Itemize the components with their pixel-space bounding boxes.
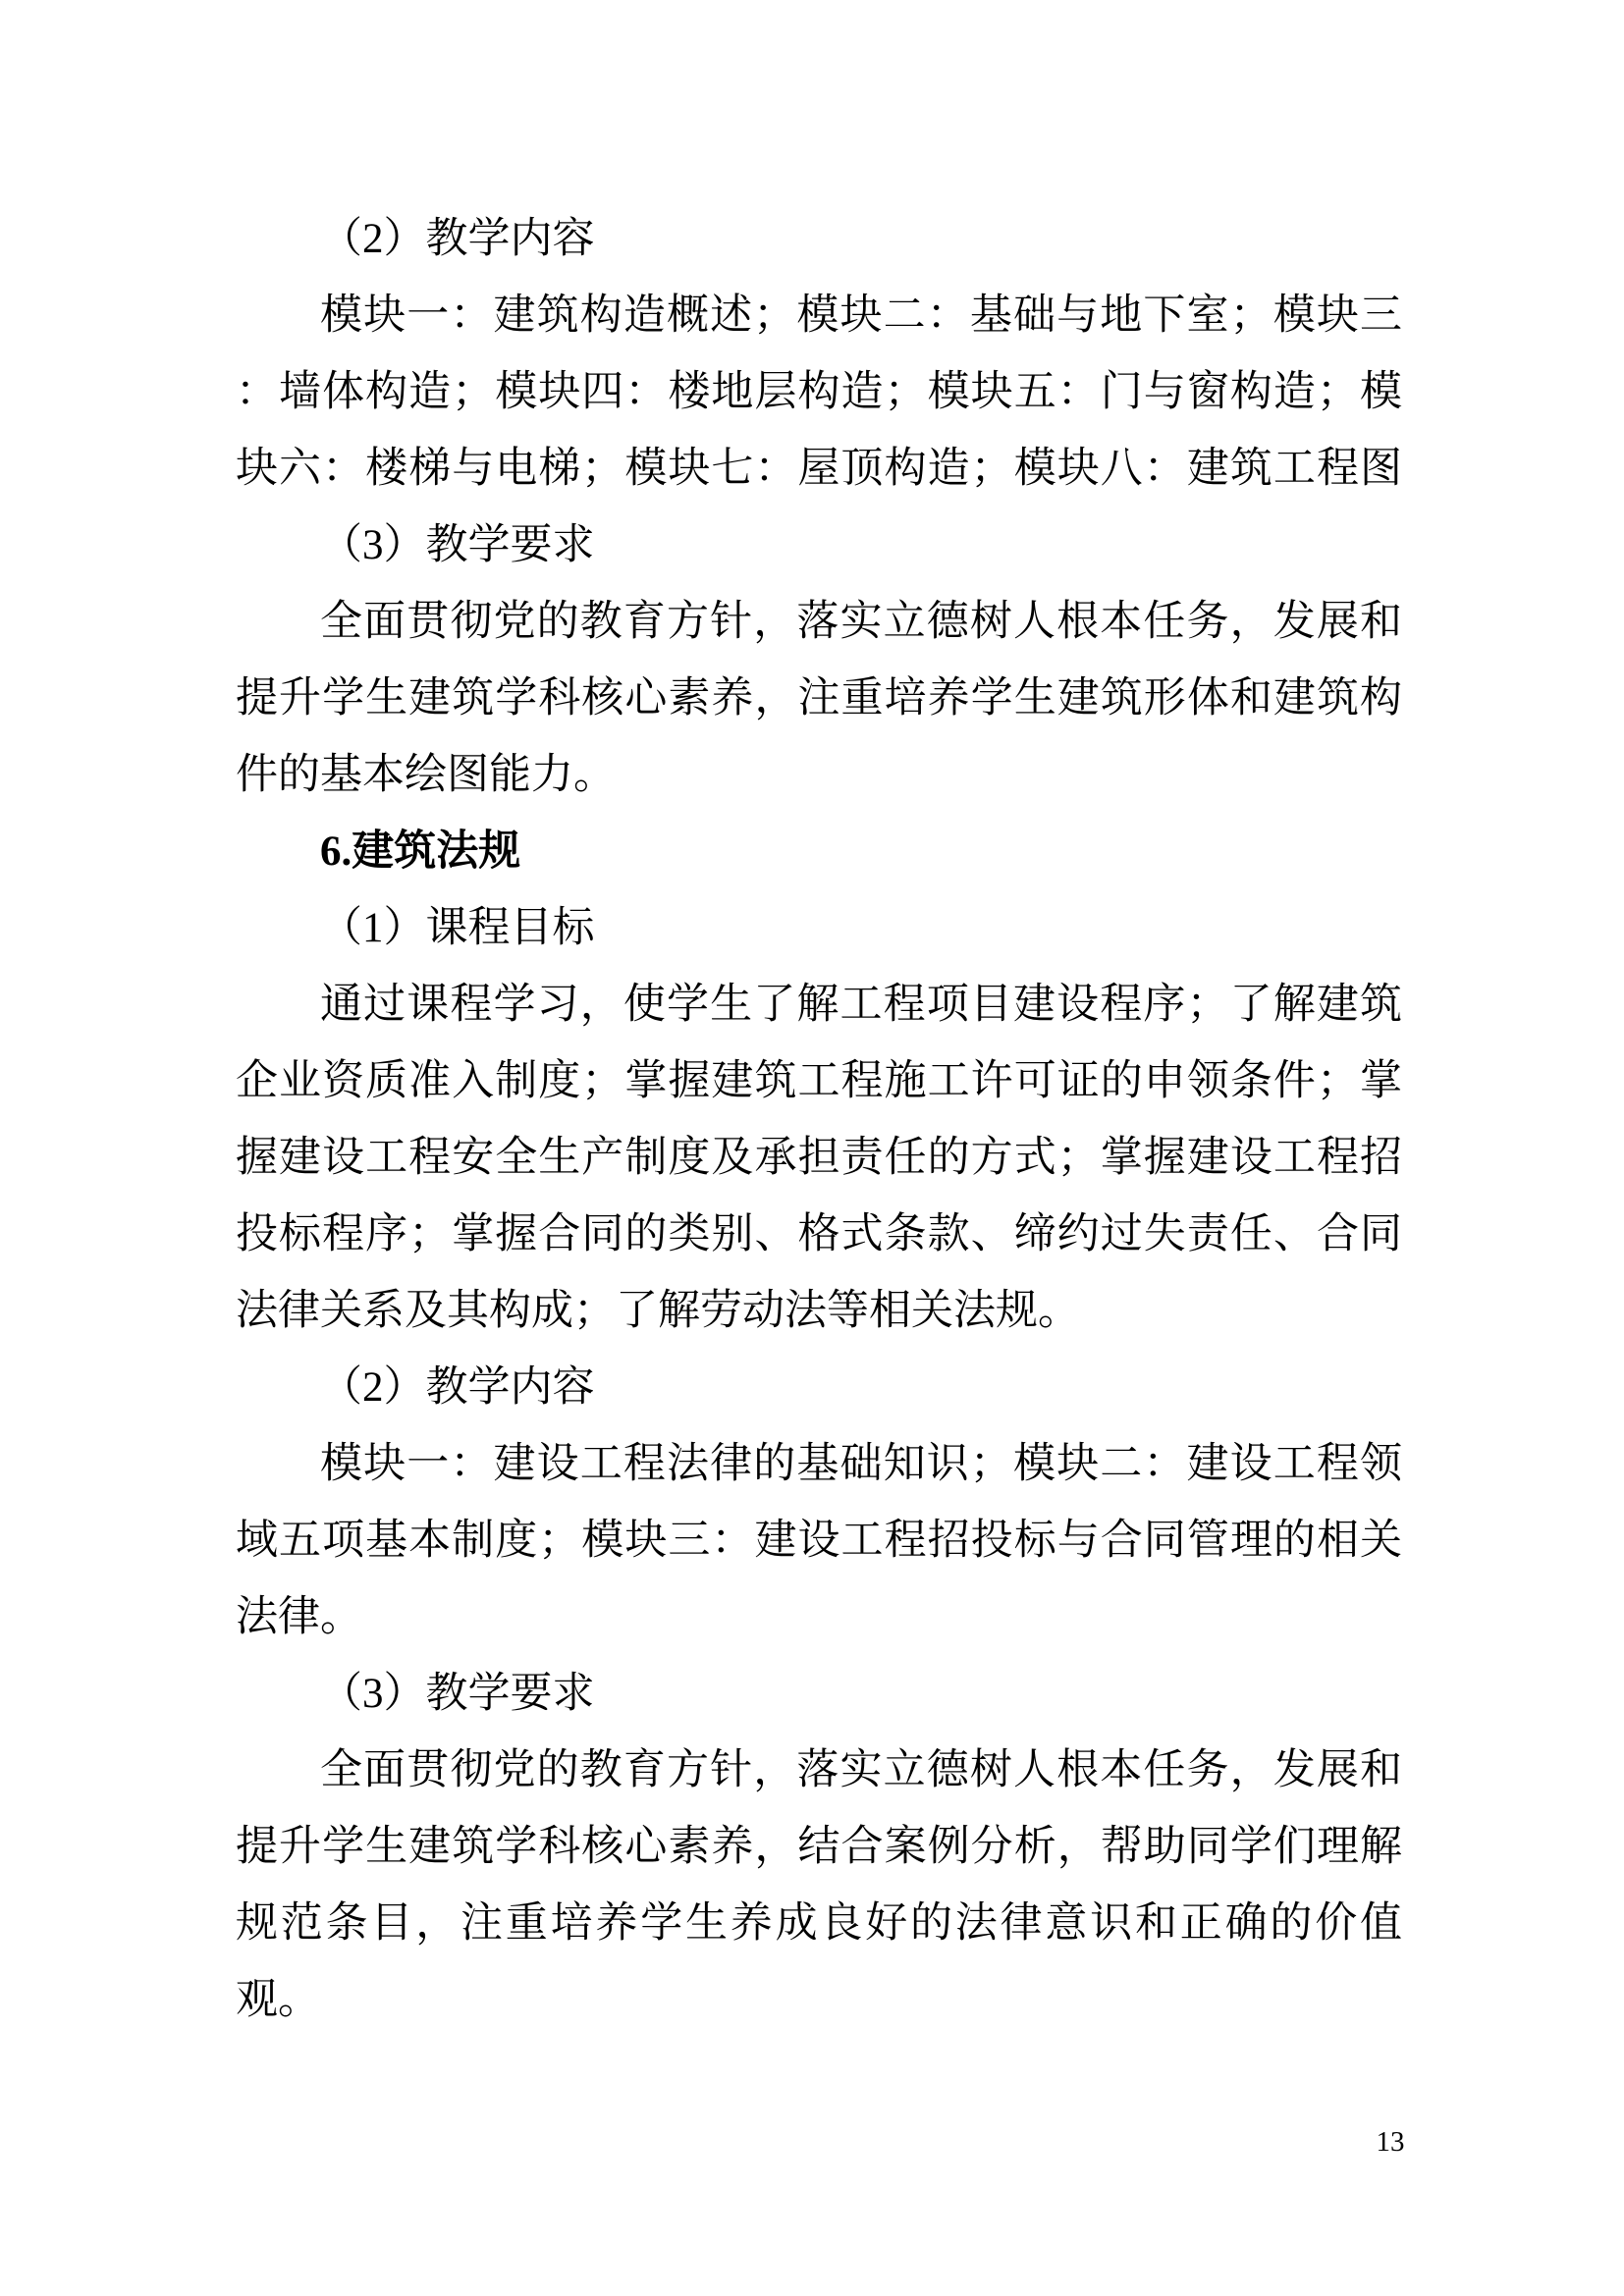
text-line: 模块一：建筑构造概述；模块二：基础与地下室；模块三 [320,293,1402,339]
text-line: 法律。 [236,1594,362,1640]
text-line: 域五项基本制度；模块三：建设工程招投标与合同管理的相关 [236,1518,1402,1564]
text-line: 法律关系及其构成；了解劳动法等相关法规。 [236,1288,1080,1334]
page-number: 13 [1376,2126,1405,2158]
text-line: 企业资质准入制度；掌握建筑工程施工许可证的申领条件；掌 [236,1058,1402,1104]
heading-line: 6.建筑法规 [320,828,521,875]
text-line: 模块一：建设工程法律的基础知识；模块二：建设工程领 [320,1441,1402,1487]
text-line: （2）教学内容 [320,1364,595,1411]
text-line: 提升学生建筑学科核心素养，注重培养学生建筑形体和建筑构 [236,675,1402,721]
text-line: ：墙体构造；模块四：楼地层构造；模块五：门与窗构造；模 [236,369,1402,415]
text-line: 通过课程学习，使学生了解工程项目建设程序；了解建筑 [320,982,1402,1028]
text-line: 投标程序；掌握合同的类别、格式条款、缔约过失责任、合同 [236,1211,1402,1257]
text-line: 块六：楼梯与电梯；模块七：屋顶构造；模块八：建筑工程图 [236,446,1402,492]
document-body [236,201,1402,2039]
text-line: （3）教学要求 [320,1671,595,1717]
text-line: 观。 [236,1977,320,2023]
text-line: 规范条目，注重培养学生养成良好的法律意识和正确的价值 [236,1900,1402,1947]
text-line: （1）课程目标 [320,905,595,951]
text-line: （3）教学要求 [320,522,595,568]
text-line: 全面贯彻党的教育方针，落实立德树人根本任务，发展和 [320,599,1402,645]
text-line: 件的基本绘图能力。 [236,752,616,798]
text-line: 提升学生建筑学科核心素养，结合案例分析，帮助同学们理解 [236,1824,1402,1870]
text-line: 握建设工程安全生产制度及承担责任的方式；掌握建设工程招 [236,1135,1402,1181]
text-line: 全面贯彻党的教育方针，落实立德树人根本任务，发展和 [320,1747,1402,1793]
text-line: （2）教学内容 [320,216,595,262]
